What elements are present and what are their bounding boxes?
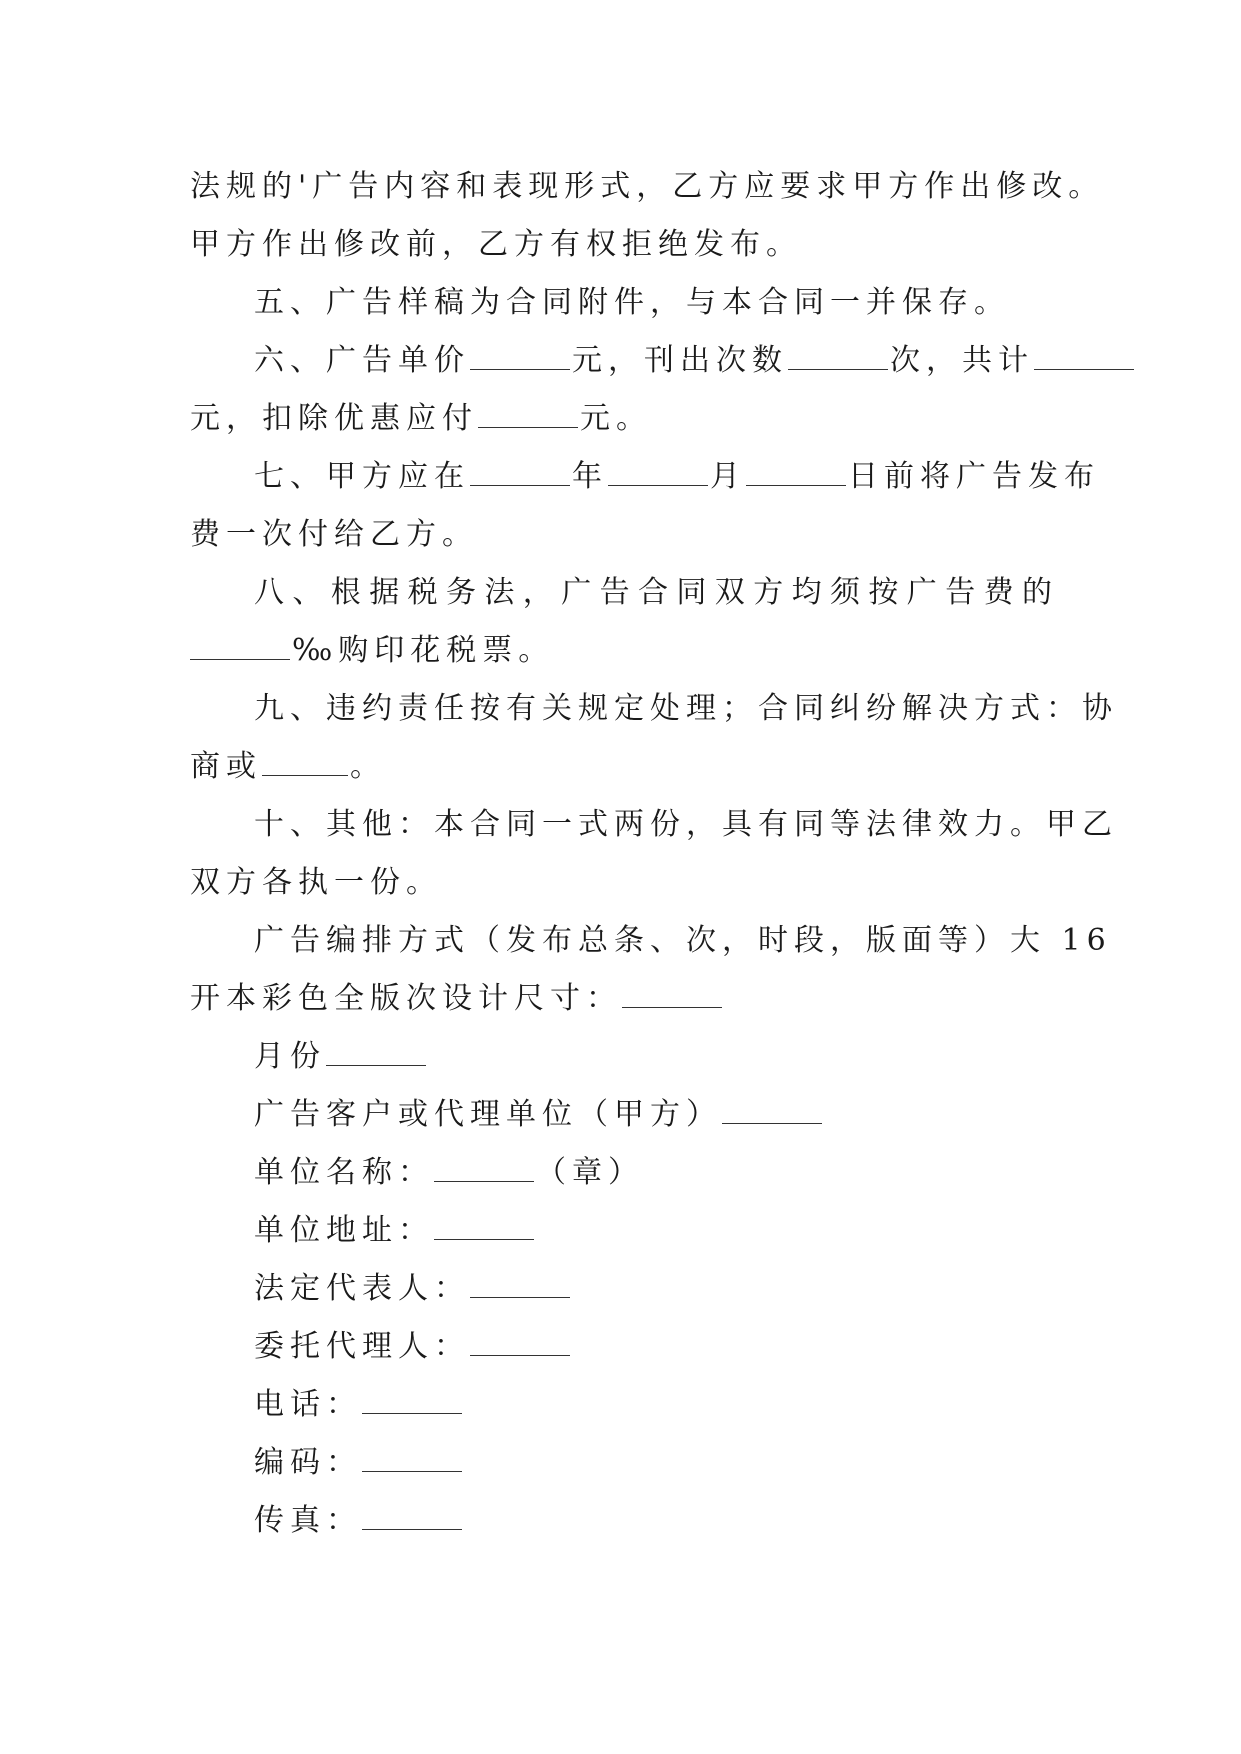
month-field-blank (326, 1061, 426, 1066)
day-blank (746, 481, 846, 486)
clause-9-text-2: 商或 (190, 749, 262, 784)
unit-name-label: 单位名称： (254, 1155, 434, 1190)
client-blank (722, 1119, 822, 1124)
clause-6-line-2 (190, 390, 1050, 448)
unit-address-line (190, 1202, 1050, 1260)
fax-label: 传真： (254, 1503, 362, 1538)
year-blank (470, 481, 570, 486)
client-label: 广告客户或代理单位（甲方） (254, 1097, 722, 1132)
clause-7-line-2 (190, 506, 1050, 564)
phone-label: 电话： (254, 1387, 362, 1422)
clause-4-text-1: 法规的'广告内容和表现形式，乙方应要求甲方作出修改。 (190, 169, 1105, 204)
month-line (190, 1028, 1050, 1086)
layout-text-2: 开本彩色全版次设计尺寸： (190, 981, 622, 1016)
clause-9-line-2 (190, 738, 1050, 796)
clause-6-label-times: 元，刊出次数 (572, 343, 788, 378)
agent-label: 委托代理人： (254, 1329, 470, 1364)
agent-line (190, 1318, 1050, 1376)
month-label: 月份 (254, 1039, 326, 1074)
clause-9-text-1: 九、违约责任按有关规定处理；合同纠纷解决方式：协 (254, 691, 1118, 726)
contract-page (190, 158, 1118, 1550)
design-size-blank (622, 1003, 722, 1008)
clause-9-line-1 (190, 680, 1118, 738)
code-blank (362, 1467, 462, 1472)
clause-7-text-2: 费一次付给乙方。 (190, 517, 478, 552)
seal-label: （章） (536, 1155, 644, 1190)
unit-name-line (190, 1144, 1050, 1202)
clause-6-line-1 (190, 332, 1050, 390)
layout-text-1: 广告编排方式（发布总条、次，时段，版面等）大 16 (254, 923, 1112, 958)
legal-rep-blank (470, 1293, 570, 1298)
unit-address-label: 单位地址： (254, 1213, 434, 1248)
clause-8-line-1 (190, 564, 1061, 622)
code-line (190, 1434, 1050, 1492)
clause-6-label-payable: 元，扣除优惠应付 (190, 401, 478, 436)
clause-10-text-1: 十、其他：本合同一式两份，具有同等法律效力。甲乙 (254, 807, 1118, 842)
clause-7-label-year: 年 (572, 459, 608, 494)
dispute-method-blank (262, 771, 348, 776)
clause-9-text-3: 。 (350, 749, 386, 784)
unit-address-blank (434, 1235, 534, 1240)
total-blank (1034, 365, 1134, 370)
clause-5 (190, 274, 1050, 332)
legal-rep-label: 法定代表人： (254, 1271, 470, 1306)
clause-6-label-total: 次，共计 (890, 343, 1034, 378)
layout-line-2 (190, 970, 1050, 1028)
code-label: 编码： (254, 1445, 362, 1480)
clause-4-line-1 (190, 158, 1105, 216)
clause-7-label-day: 日前将广告发布 (848, 459, 1100, 494)
legal-rep-line (190, 1260, 1050, 1318)
layout-line-1 (190, 912, 1112, 970)
phone-line (190, 1376, 1050, 1434)
month-blank (608, 481, 708, 486)
clause-5-text: 五、广告样稿为合同附件，与本合同一并保存。 (254, 285, 1010, 320)
unit-price-blank (470, 365, 570, 370)
clause-8-line-2 (190, 622, 1050, 680)
stamp-tax-rate-blank (190, 655, 290, 660)
clause-10-line-1 (190, 796, 1118, 854)
times-blank (788, 365, 888, 370)
clause-6-label-end: 元。 (580, 401, 652, 436)
unit-name-blank (434, 1177, 534, 1182)
clause-8-text-1: 八、根据税务法，广告合同双方均须按广告费的 (254, 575, 1061, 610)
clause-4-text-2: 甲方作出修改前，乙方有权拒绝发布。 (190, 227, 802, 262)
clause-10-text-2: 双方各执一份。 (190, 865, 442, 900)
clause-10-line-2 (190, 854, 1050, 912)
clause-6-label-unit-price: 六、广告单价 (254, 343, 470, 378)
client-line (190, 1086, 1050, 1144)
payable-blank (478, 423, 578, 428)
fax-line (190, 1492, 1050, 1550)
phone-blank (362, 1409, 462, 1414)
agent-blank (470, 1351, 570, 1356)
fax-blank (362, 1525, 462, 1530)
clause-8-text-2: ‰购印花税票。 (292, 633, 555, 668)
clause-7-label-month: 月 (710, 459, 746, 494)
clause-7-line-1 (190, 448, 1100, 506)
clause-4-line-2 (190, 216, 1050, 274)
clause-7-label-start: 七、甲方应在 (254, 459, 470, 494)
